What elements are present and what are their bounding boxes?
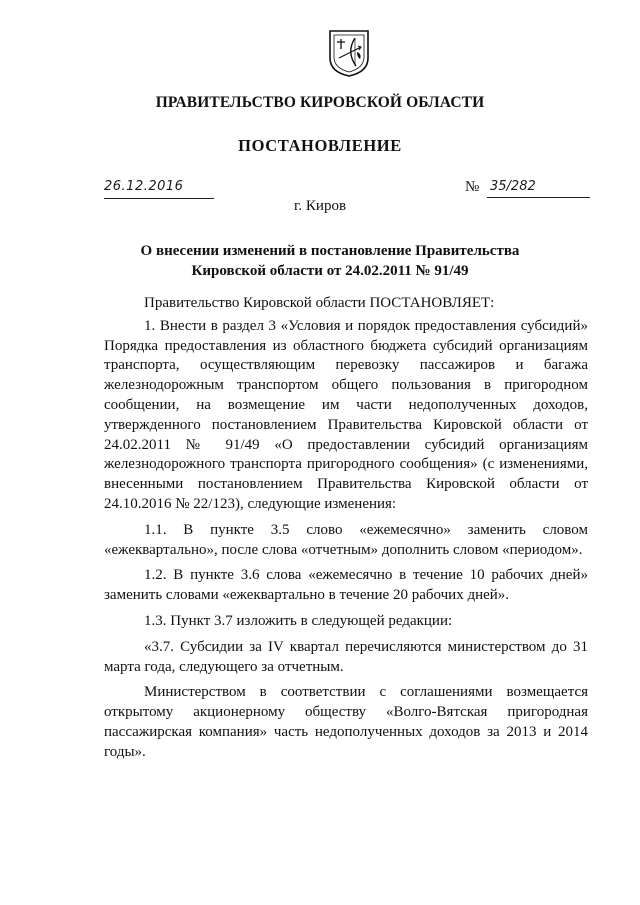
document-date: 26.12.2016 — [104, 179, 214, 199]
city-label: г. Киров — [293, 198, 347, 214]
paragraph-3-7: «3.7. Субсидии за IV квартал перечисляются министерством до 31 марта года, следующего за отчетным. — [104, 638, 588, 675]
government-heading: ПРАВИТЕЛЬСТВО КИРОВСКОЙ ОБЛАСТИ — [155, 94, 485, 111]
paragraph-1: 1. Внести в раздел 3 «Условия и порядок предоставления субсидий» Порядка предоставления из областного бюджета субсидий организациям транспорта, осуществляющим перевозку пассажиров и багажа железнодорожным транспортом общего пользования в пригородном сообщении, на возмещение им части недополученных доходов, утвержденного постановлением Правительства Кировской области от 24.02.2011 № 91/49 «О предоставлении субсидий организациям железнодорожного транспорта пригородного сообщения» (с изменениями, внесенными постановлением Правительства Кировской области от 24.10.2016 № 22/123), следующие изменения: — [104, 317, 588, 512]
document-number: 35/282 — [487, 179, 590, 198]
title-line: О внесении изменений в постановление Правительства — [140, 243, 520, 259]
paragraph-1-3: 1.3. Пункт 3.7 изложить в следующей редакции: — [144, 612, 453, 629]
document-type-heading: ПОСТАНОВЛЕНИЕ — [238, 136, 402, 155]
resolution-intro: Правительство Кировской области ПОСТАНОВЛЯЕТ: — [144, 295, 495, 311]
paragraph-ministry: Министерством в соответствии с соглашениями возмещается открытому акционерному обществу «Волго-Вятская пригородная пассажирская компания» часть недополученных доходов за 2013 и 2014 годы». — [104, 684, 588, 760]
document-title — [100, 241, 560, 281]
coat-of-arms-icon — [327, 28, 371, 78]
paragraph-1-2: 1.2. В пункте 3.6 слова «ежемесячно в течение 10 рабочих дней» заменить словами «ежеквартально в течение 20 рабочих дней». — [104, 567, 588, 604]
number-label: № — [465, 179, 480, 195]
title-line: Кировской области от 24.02.2011 № 91/49 — [191, 263, 469, 279]
document-body — [104, 294, 588, 763]
paragraph-1-1: 1.1. В пункте 3.5 слово «ежемесячно» заменить словом «ежеквартально», после слова «отчетным» дополнить словом «периодом». — [104, 521, 588, 558]
